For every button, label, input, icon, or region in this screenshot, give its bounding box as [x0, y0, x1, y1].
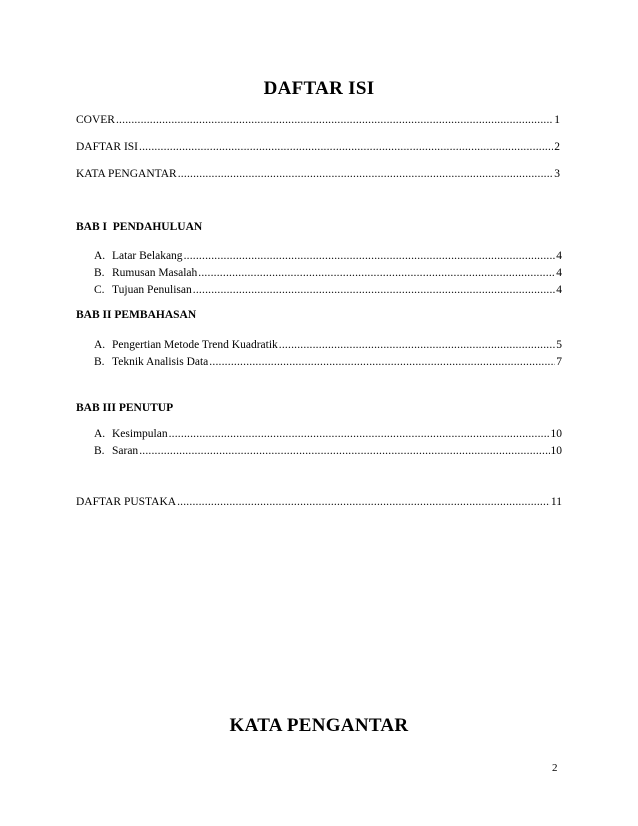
next-section-title: KATA PENGANTAR: [229, 715, 409, 736]
toc-entry-page: 1: [554, 114, 560, 126]
toc-entry-label: [94, 428, 168, 440]
chapter-heading: BAB III PENUTUP: [76, 402, 174, 414]
page-title: DAFTAR ISI: [263, 78, 375, 99]
toc-entry-latar-belakang[interactable]: [94, 250, 562, 265]
toc-entry-saran[interactable]: [94, 445, 562, 460]
toc-leader-dots: [198, 267, 555, 279]
toc-entry-page: 4: [556, 250, 562, 262]
toc-entry-label: [94, 445, 138, 457]
list-marker: B.: [94, 445, 105, 457]
toc-leader-dots: [177, 496, 550, 508]
toc-entry-kesimpulan[interactable]: [94, 428, 562, 443]
toc-entry-page: 4: [556, 284, 562, 296]
list-marker: A.: [94, 339, 106, 351]
toc-entry-page: 7: [556, 356, 562, 368]
list-marker: A.: [94, 250, 106, 262]
toc-entry-daftar-pustaka[interactable]: [76, 496, 562, 511]
list-marker: A.: [94, 428, 106, 440]
toc-entry-tujuan-penulisan[interactable]: [94, 284, 562, 299]
toc-leader-dots: [178, 168, 554, 180]
toc-entry-kata-pengantar[interactable]: [76, 168, 560, 183]
toc-entry-text: Tujuan Penulisan: [112, 284, 192, 296]
page-number: 2: [552, 762, 558, 774]
list-marker: C.: [94, 284, 105, 296]
toc-entry-label: [94, 356, 208, 368]
toc-entry-page: 10: [550, 445, 562, 457]
toc-entry-text: Teknik Analisis Data: [112, 356, 209, 368]
toc-leader-dots: [184, 250, 556, 262]
toc-entry-page: 10: [550, 428, 562, 440]
toc-leader-dots: [193, 284, 555, 296]
toc-entry-rumusan-masalah[interactable]: [94, 267, 562, 282]
toc-entry-daftar-isi[interactable]: [76, 141, 560, 156]
toc-entry-text: Pengertian Metode Trend Kuadratik: [112, 339, 278, 351]
toc-entry-text: Kesimpulan: [112, 428, 168, 440]
toc-entry-label: DAFTAR ISI: [76, 141, 139, 153]
toc-entry-text: Saran: [112, 445, 139, 457]
toc-entry-text: Latar Belakang: [112, 250, 183, 262]
toc-entry-label: KATA PENGANTAR: [76, 168, 177, 180]
toc-entry-label: [94, 284, 192, 296]
toc-entry-cover[interactable]: [76, 114, 560, 129]
toc-entry-teknik-analisis[interactable]: [94, 356, 562, 371]
toc-leader-dots: [169, 428, 550, 440]
toc-entry-label: [94, 339, 278, 351]
toc-entry-label: COVER: [76, 114, 115, 126]
toc-entry-page: 5: [556, 339, 562, 351]
chapter-heading: BAB I PENDAHULUAN: [76, 221, 203, 233]
toc-leader-dots: [209, 356, 555, 368]
toc-entry-label: DAFTAR PUSTAKA: [76, 496, 177, 508]
toc-entry-label: [94, 267, 197, 279]
list-marker: B.: [94, 267, 105, 279]
toc-entry-label: [94, 250, 183, 262]
toc-entry-pengertian-metode[interactable]: [94, 339, 562, 354]
toc-leader-dots: [279, 339, 555, 351]
toc-entry-page: 4: [556, 267, 562, 279]
chapter-heading: BAB II PEMBAHASAN: [76, 309, 197, 321]
toc-entry-text: Rumusan Masalah: [112, 267, 198, 279]
toc-leader-dots: [139, 445, 549, 457]
toc-entry-page: 2: [554, 141, 560, 153]
list-marker: B.: [94, 356, 105, 368]
toc-entry-page: 11: [550, 496, 562, 508]
toc-entry-page: 3: [554, 168, 560, 180]
toc-leader-dots: [116, 114, 553, 126]
toc-leader-dots: [139, 141, 553, 153]
